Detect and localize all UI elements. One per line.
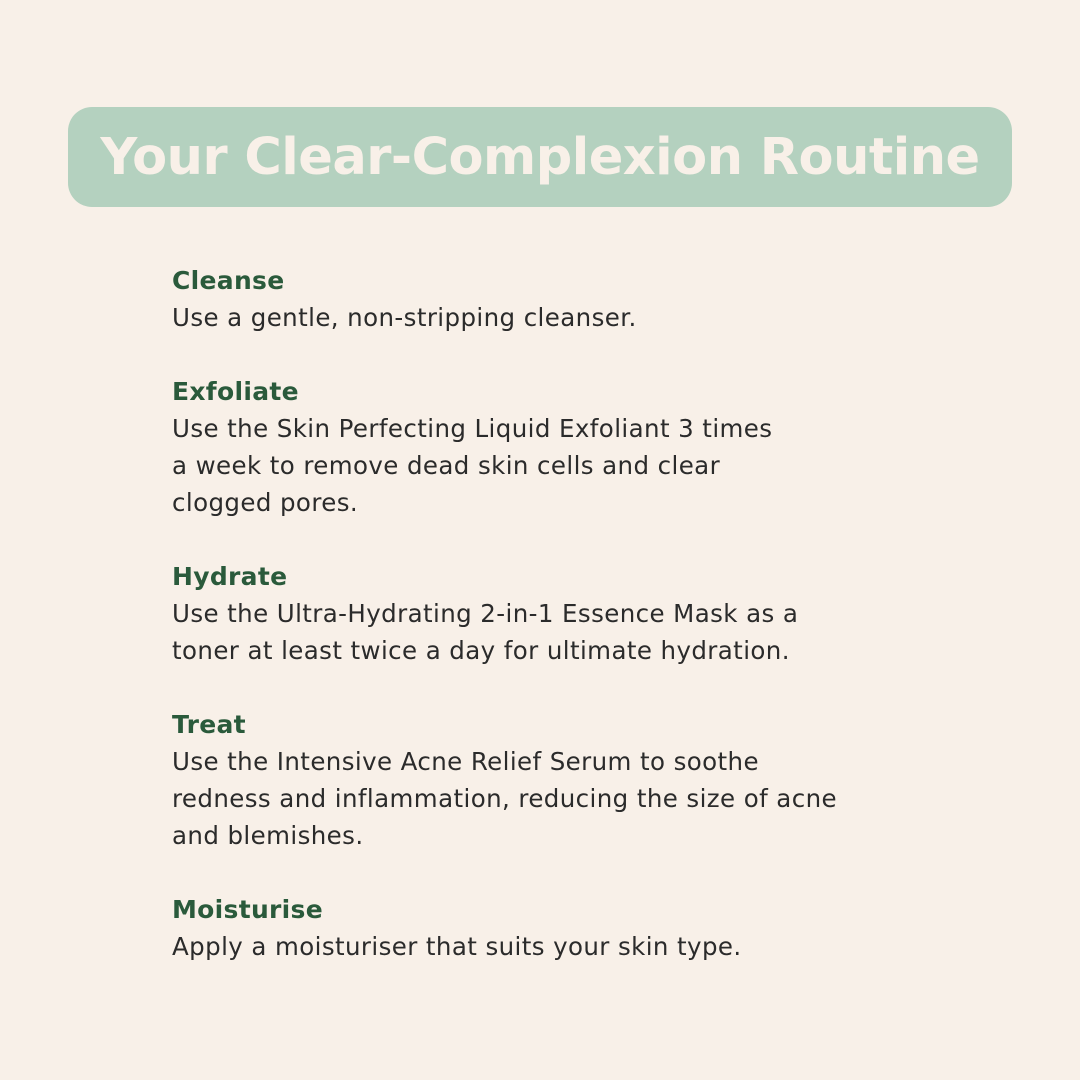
step-hydrate: [172, 558, 952, 669]
step-description-line: toner at least twice a day for ultimate hydration.: [172, 636, 790, 665]
step-description: [172, 928, 952, 965]
step-exfoliate: [172, 373, 952, 521]
step-description-line: redness and inflammation, reducing the size of acne: [172, 784, 837, 813]
step-treat: [172, 706, 952, 854]
step-heading: Moisturise: [172, 895, 323, 924]
step-cleanse: [172, 262, 952, 336]
step-heading: Exfoliate: [172, 377, 299, 406]
step-description-line: Use the Skin Perfecting Liquid Exfoliant 3 times: [172, 414, 773, 443]
step-heading: Treat: [172, 710, 246, 739]
step-heading: Hydrate: [172, 562, 288, 591]
title-banner: [68, 107, 1012, 207]
step-description-line: Use the Intensive Acne Relief Serum to soothe: [172, 747, 759, 776]
step-heading: Cleanse: [172, 266, 285, 295]
step-description: [172, 743, 952, 854]
step-description-line: clogged pores.: [172, 488, 359, 517]
step-description: [172, 410, 952, 521]
step-description-line: a week to remove dead skin cells and clear: [172, 451, 721, 480]
page-title: Your Clear-Complexion Routine: [100, 127, 980, 187]
step-description-line: Use a gentle, non-stripping cleanser.: [172, 303, 637, 332]
step-description: [172, 299, 952, 336]
routine-steps: [172, 262, 952, 1002]
step-description: [172, 595, 952, 669]
step-description-line: Apply a moisturiser that suits your skin type.: [172, 932, 742, 961]
step-description-line: Use the Ultra-Hydrating 2-in-1 Essence Mask as a: [172, 599, 799, 628]
step-description-line: and blemishes.: [172, 821, 364, 850]
step-moisturise: [172, 891, 952, 965]
